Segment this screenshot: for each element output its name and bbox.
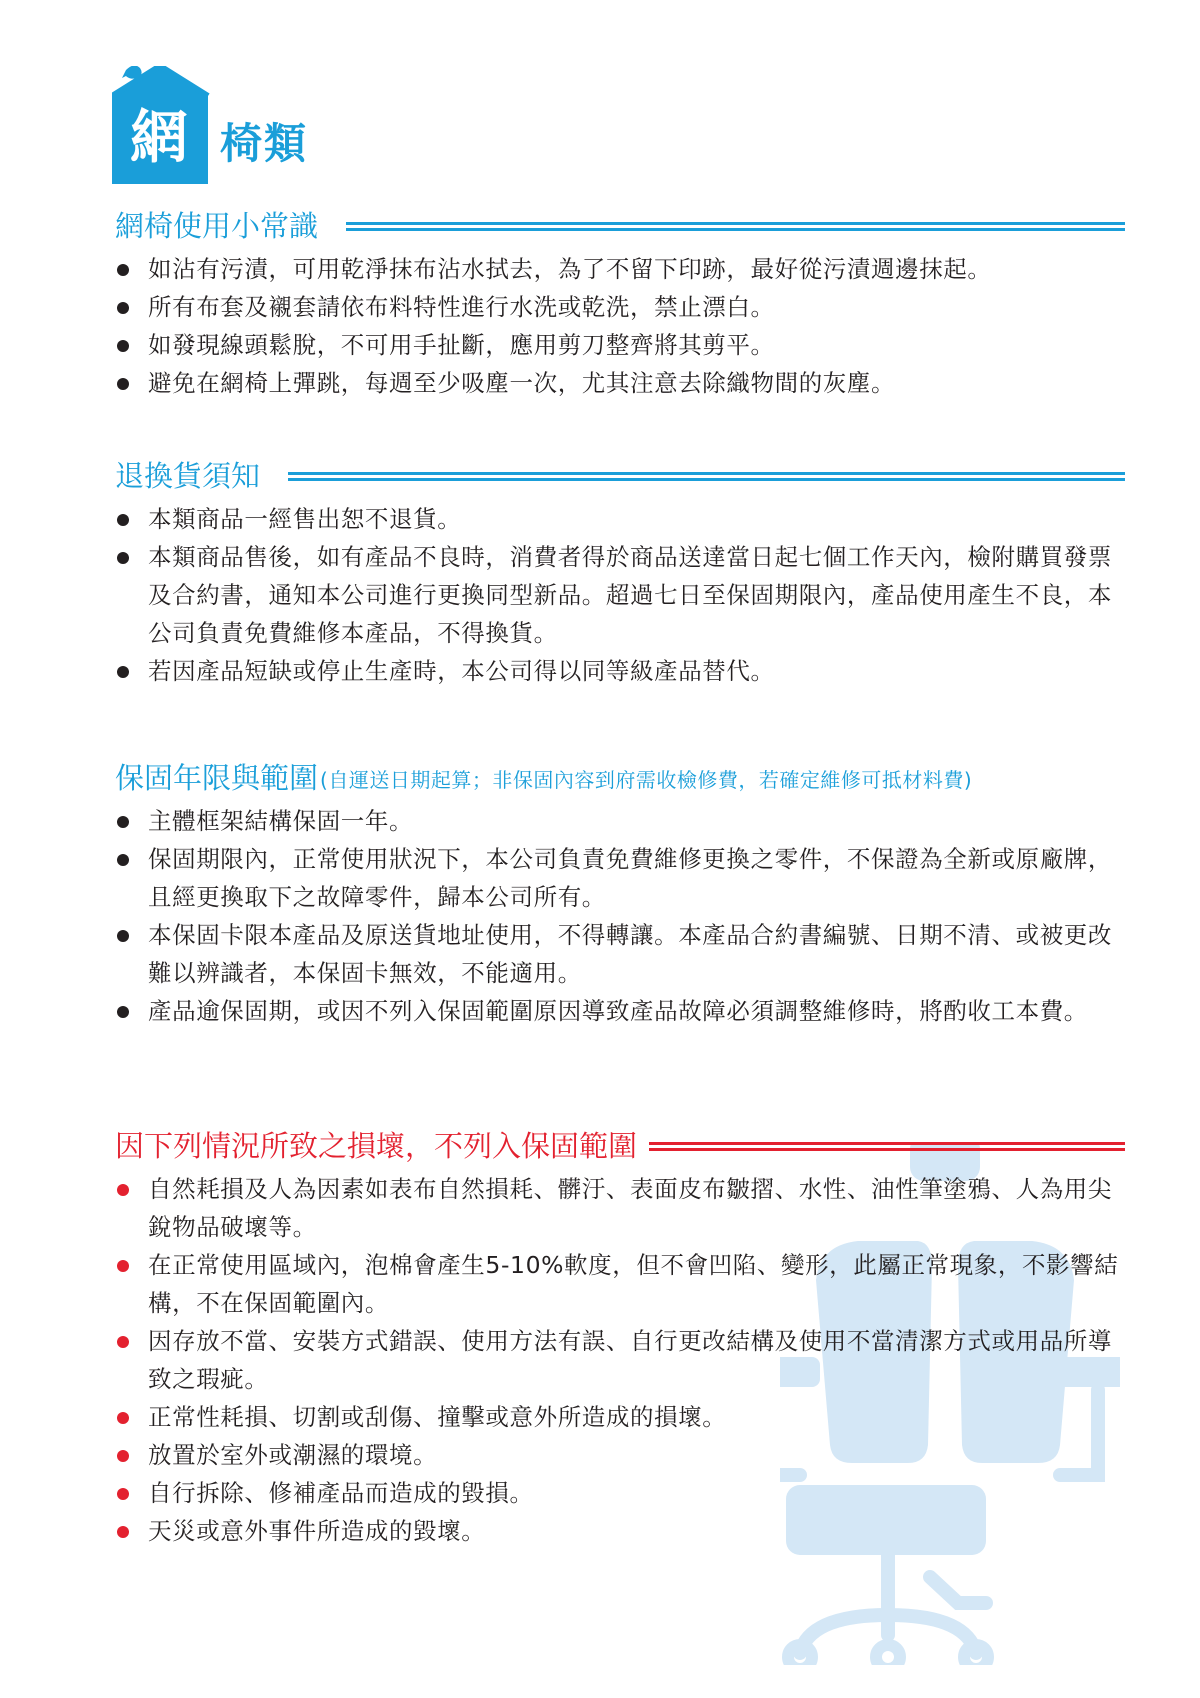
section-title: 退換貨須知	[115, 459, 261, 493]
section-header	[115, 456, 1125, 496]
logo-character: 網	[129, 103, 188, 171]
list-item: 在正常使用區域內，泡棉會產生5-10%軟度，但不會凹陷、變形，此屬正常現象，不影響結構，不在保固範圍內。	[115, 1246, 1125, 1322]
list-item: 若因產品短缺或停止生產時，本公司得以同等級產品替代。	[115, 652, 1125, 690]
list-item: 天災或意外事件所造成的毀壞。	[115, 1512, 1125, 1550]
section-warranty-exclusions	[115, 1126, 1125, 1550]
list-item: 如發現線頭鬆脫，不可用手扯斷，應用剪刀整齊將其剪平。	[115, 326, 1125, 364]
list-item: 放置於室外或潮濕的環境。	[115, 1436, 1125, 1474]
section-usage-tips	[115, 206, 1125, 402]
section-rule	[288, 472, 1125, 481]
bullet-list	[115, 1170, 1125, 1550]
list-item: 正常性耗損、切割或刮傷、撞擊或意外所造成的損壞。	[115, 1398, 1125, 1436]
section-header	[115, 758, 1125, 798]
list-item: 本類商品一經售出恕不退貨。	[115, 500, 1125, 538]
section-title: 保固年限與範圍	[115, 761, 319, 795]
bullet-list	[115, 250, 1125, 402]
page-title: 椅類	[220, 119, 309, 168]
section-note: (自運送日期起算；非保固內容到府需收檢修費，若確定維修可抵材料費)	[320, 767, 973, 792]
section-title: 因下列情況所致之損壞，不列入保固範圍	[115, 1129, 638, 1163]
section-return-policy	[115, 456, 1125, 690]
section-header	[115, 206, 1125, 246]
bullet-list	[115, 500, 1125, 690]
list-item: 本類商品售後，如有產品不良時，消費者得於商品送達當日起七個工作天內，檢附購買發票及合約書，通知本公司進行更換同型新品。超過七日至保固期限內，產品使用產生不良，本公司負責免費維修本產品，不得換貨。	[115, 538, 1125, 652]
bullet-list	[115, 802, 1125, 1030]
section-rule	[649, 1142, 1125, 1151]
section-title: 網椅使用小常識	[115, 209, 319, 243]
category-logo	[112, 66, 322, 186]
list-item: 保固期限內，正常使用狀況下，本公司負責免費維修更換之零件，不保證為全新或原廠牌，且經更換取下之故障零件，歸本公司所有。	[115, 840, 1125, 916]
section-rule	[346, 222, 1125, 231]
list-item: 主體框架結構保固一年。	[115, 802, 1125, 840]
list-item: 避免在網椅上彈跳，每週至少吸塵一次，尤其注意去除織物間的灰塵。	[115, 364, 1125, 402]
list-item: 產品逾保固期，或因不列入保固範圍原因導致產品故障必須調整維修時，將酌收工本費。	[115, 992, 1125, 1030]
section-header	[115, 1126, 1125, 1166]
list-item: 所有布套及襯套請依布料特性進行水洗或乾洗，禁止漂白。	[115, 288, 1125, 326]
list-item: 自然耗損及人為因素如表布自然損耗、髒汙、表面皮布皺摺、水性、油性筆塗鴉、人為用尖銳物品破壞等。	[115, 1170, 1125, 1246]
section-warranty-scope	[115, 758, 1125, 1030]
list-item: 因存放不當、安裝方式錯誤、使用方法有誤、自行更改結構及使用不當清潔方式或用品所導致之瑕疵。	[115, 1322, 1125, 1398]
list-item: 如沾有污漬，可用乾淨抹布沾水拭去，為了不留下印跡，最好從污漬週邊抹起。	[115, 250, 1125, 288]
list-item: 自行拆除、修補產品而造成的毀損。	[115, 1474, 1125, 1512]
list-item: 本保固卡限本產品及原送貨地址使用，不得轉讓。本產品合約書編號、日期不清、或被更改難以辨識者，本保固卡無效，不能適用。	[115, 916, 1125, 992]
